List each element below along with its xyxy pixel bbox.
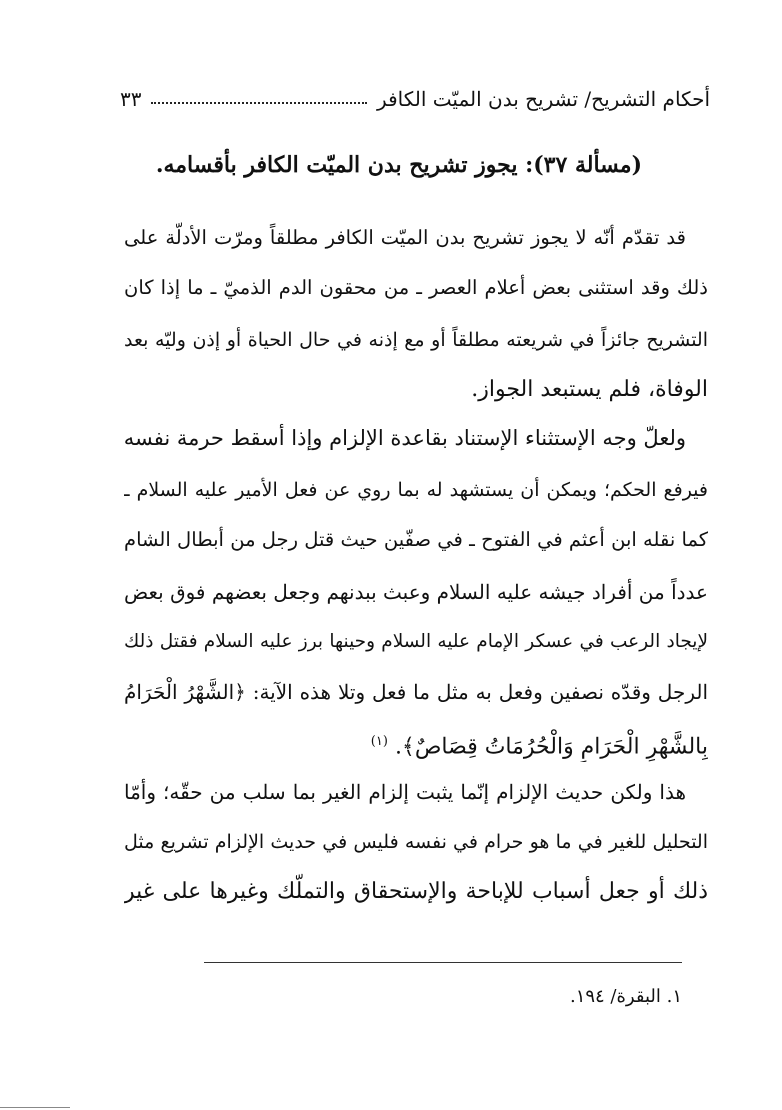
section-heading: (مسألة ٣٧): يجوز تشريح بدن الميّت الكافر بأقسامه. — [155, 152, 642, 178]
footnote-text: ١. البقرة/ ١٩٤. — [569, 986, 682, 1007]
scan-edge-mark — [0, 1107, 70, 1108]
body-line: ذلك وقد استثنى بعض أعلام العصر ـ من محقون الدم الذميّ ـ ما إذا كان — [124, 276, 708, 299]
body-line: قد تقدّم أنّه لا يجوز تشريح بدن الميّت الكافر مطلقاً ومرّت الأدلّة على — [124, 226, 686, 249]
header-dot-leader — [151, 102, 367, 104]
footnote-divider — [204, 962, 682, 963]
body-line: الوفاة، فلم يستبعد الجواز. — [471, 377, 708, 402]
body-line: كما نقله ابن أعثم في الفتوح ـ في صفّين حيث قتل رجل من أبطال الشام — [124, 528, 708, 551]
body-line: الرجل وقدّه نصفين وفعل به مثل ما فعل وتلا هذه الآية: ﴿الشَّهْرُ الْحَرَامُ — [124, 680, 708, 704]
page-number: ٣٣ — [120, 87, 142, 111]
body-line: هذا ولكن حديث الإلزام إنّما يثبت إلزام الغير بما سلب من حقّه؛ وأمّا — [124, 780, 686, 804]
body-line: لإيجاد الرعب في عسكر الإمام عليه السلام وحينها برز عليه السلام فقتل ذلك — [124, 631, 708, 652]
running-header — [120, 82, 710, 116]
body-line: فيرفع الحكم؛ ويمكن أن يستشهد له بما روي عن فعل الأمير عليه السلام ـ — [124, 479, 708, 501]
header-title: أحكام التشريح/ تشريح بدن الميّت الكافر — [377, 87, 710, 111]
body-line: ولعلّ وجه الإستثناء الإستناد بقاعدة الإلزام وإذا أسقط حرمة نفسه — [124, 426, 686, 450]
body-line-with-footnote — [124, 722, 708, 762]
body-line: التشريح جائزاً في شريعته مطلقاً أو مع إذنه في حال الحياة أو إذن وليّه بعد — [124, 329, 708, 351]
body-line: ذلك أو جعل أسباب للإباحة والإستحقاق والتملّك وغيرها على غير — [124, 879, 708, 904]
body-line: التحليل للغير في ما هو حرام في نفسه فليس في حديث الإلزام تشريع مثل — [124, 831, 708, 853]
quran-verse-end: بِالشَّهْرِ الْحَرَامِ وَالْحُرُمَاتُ قِصَاصٌ﴾. — [394, 734, 708, 760]
body-line: عدداً من أفراد جيشه عليه السلام وعبث ببدنهم وجعل بعضهم فوق بعض — [124, 580, 708, 604]
footnote-reference: (١) — [370, 734, 388, 749]
